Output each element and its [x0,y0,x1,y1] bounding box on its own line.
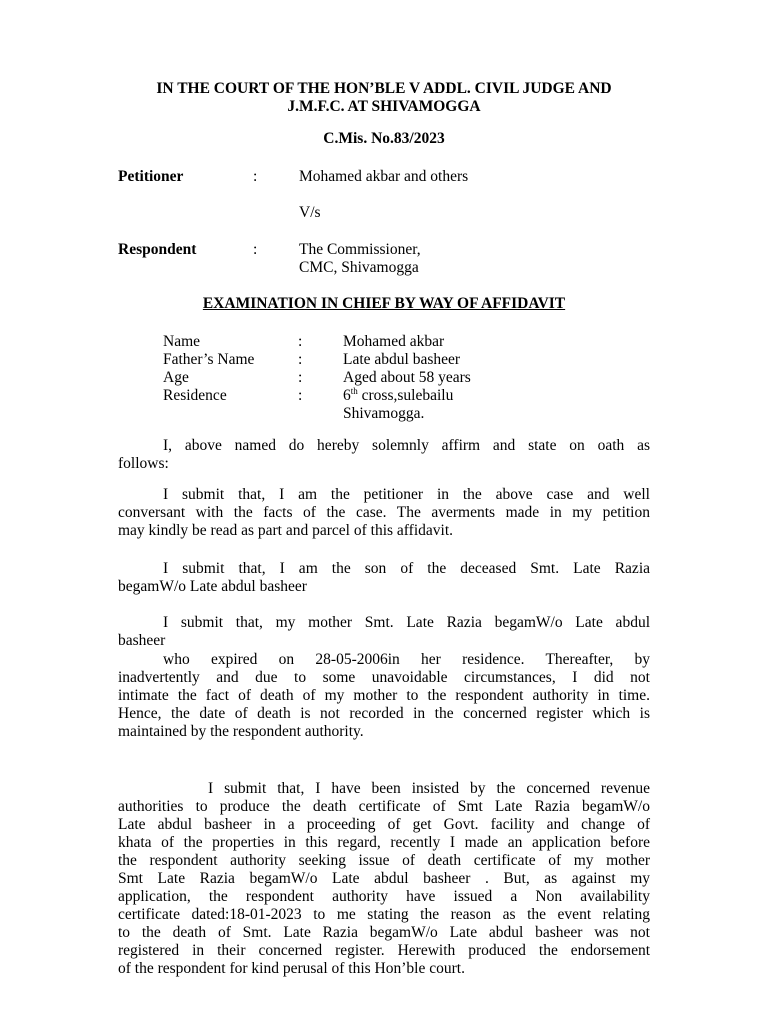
name-value: Mohamed akbar [343,333,445,350]
age-label: Age [163,369,189,386]
petitioner-value: Mohamed akbar and others [299,168,469,185]
para5-line7: application, the respondent authority have issued a Non availability [118,888,650,905]
age-value: Aged about 58 years [343,369,471,386]
father-name-value: Late abdul basheer [343,351,461,368]
case-number: C.Mis. No.83/2023 [323,130,445,147]
para4-line5: maintained by the respondent authority. [118,723,364,740]
para5-line10: registered in their concerned register. Herewith produced the endorsement [118,942,650,959]
para5-line11: of the respondent for kind perusal of this Hon’ble court. [118,960,465,977]
residence-separator: : [298,387,303,404]
para4-line2: inadvertently and due to some unavoidable circumstances, I did not [118,669,650,686]
respondent-label: Respondent [118,241,197,258]
para5-line9: to the death of Smt. Late Razia begamW/o Late abdul basheer was not [118,924,650,941]
para5-line2: authorities to produce the death certificate of Smt Late Razia begamW/o [118,798,650,815]
para5-line6: Smt Late Razia begamW/o Late abdul basheer . But, as against my [118,870,650,887]
respondent-line1: The Commissioner, [299,241,421,258]
intro-line2: follows: [118,455,169,472]
petitioner-label: Petitioner [118,168,184,185]
court-heading-line2: J.M.F.C. AT SHIVAMOGGA [287,98,481,115]
para3-line1: I submit that, my mother Smt. Late Razia begamW/o Late abdul [163,614,650,631]
father-name-label: Father’s Name [163,351,255,368]
para3-line2: basheer [118,632,166,649]
versus: V/s [299,204,321,221]
para4-line4: Hence, the date of death is not recorded in the concerned register which is [118,705,650,722]
name-label: Name [163,333,201,350]
age-separator: : [298,369,303,386]
para1-line2: conversant with the facts of the case. The averments made in my petition [118,504,650,521]
para4-line1: who expired on 28-05-2006in her residence. Thereafter, by [163,651,650,668]
residence-ordinal: th [350,385,358,396]
affidavit-title: EXAMINATION IN CHIEF BY WAY OF AFFIDAVIT [202,295,566,312]
para5-line5: the respondent authority seeking issue of death certificate of my mother [118,852,650,869]
residence-number: 6 [343,387,351,404]
respondent-line2: CMC, Shivamogga [299,259,419,276]
para1-line1: I submit that, I am the petitioner in the above case and well [163,486,650,503]
name-separator: : [298,333,303,350]
petitioner-separator: : [253,168,258,185]
para5-line4: khata of the properties in this regard, recently I made an application before [118,834,650,851]
para5-line8: certificate dated:18-01-2023 to me stating the reason as the event relating [118,906,650,923]
para2-line1: I submit that, I am the son of the deceased Smt. Late Razia [163,560,650,577]
para1-line3: may kindly be read as part and parcel of this affidavit. [118,522,453,539]
para2-line2: begamW/o Late abdul basheer [118,578,307,595]
residence-label: Residence [163,387,227,404]
para4-line3: intimate the fact of death of my mother to the respondent authority in time. [118,687,650,704]
father-name-separator: : [298,351,303,368]
para5-line1: I submit that, I have been insisted by the concerned revenue [208,780,650,797]
intro-line1: I, above named do hereby solemnly affirm and state on oath as [163,437,650,454]
residence-street: cross,sulebailu [357,387,454,404]
residence-line1 [343,387,453,405]
respondent-separator: : [253,241,258,258]
court-heading-line1: IN THE COURT OF THE HON’BLE V ADDL. CIVIL JUDGE AND [156,80,612,97]
para5-line3: Late abdul basheer in a proceeding of get Govt. facility and change of [118,816,650,833]
residence-line2: Shivamogga. [343,405,425,422]
